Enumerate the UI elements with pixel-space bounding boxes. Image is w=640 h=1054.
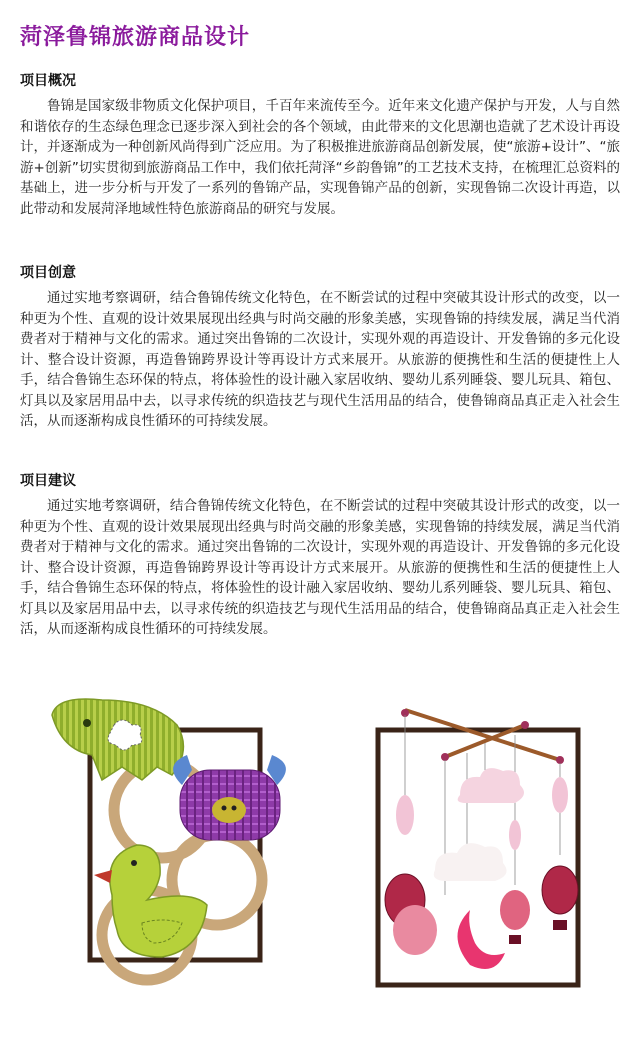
- nostril: [232, 806, 237, 811]
- drop: [396, 795, 414, 835]
- section-body: 通过实地考察调研，结合鲁锦传统文化特色，在不断尝试的过程中突破其设计形式的改变，以一种更为个性、直观的设计效果展现出经典与时尚交融的形象美感，实现鲁锦的持续发展，满足当代消费者对于精神与文化的需求。通过突出鲁锦的二次设计，实现外观的再造设计、开发鲁锦的多元化设计、整合设计资源，再造鲁锦跨界设计等再设计方式来展开。从旅游的便携性和生活的便捷性上人手，结合鲁锦生态环保的特点，将体验性的设计融入家居收纳、婴幼儿系列睡袋、婴儿玩具、箱包、灯具以及家居用品中去，以寻求传统的织造技艺与现代生活用品的结合，使鲁锦商品真正走入社会生活，从而逐渐构成良性循环的可持续发展。: [20, 290, 620, 429]
- duck-toy: [110, 845, 207, 957]
- eye: [83, 719, 91, 727]
- nostril: [222, 806, 227, 811]
- teething-rings-image: [42, 695, 304, 995]
- balloon: [393, 905, 437, 955]
- drop: [552, 777, 568, 813]
- bead: [441, 753, 449, 761]
- balloon: [500, 890, 530, 930]
- mobile-bar: [405, 710, 560, 760]
- bead: [521, 721, 529, 729]
- basket: [509, 935, 521, 944]
- section-heading: 项目概况: [20, 73, 76, 89]
- section-heading: 项目建议: [20, 473, 76, 489]
- baby-mobile-image: [375, 705, 585, 995]
- cloud: [458, 768, 524, 803]
- beak: [94, 870, 112, 883]
- section-body: 鲁锦是国家级非物质文化保护项目，千百年来流传至今。近年来文化遗产保护与开发，人与自然和谐依存的生态绿色理念已逐步深入到社会的各个领域，由此带来的文化思潮也造就了艺术设计再设计，并逐渐成为一种创新风尚得到广泛应用。为了积极推进旅游商品创新发展，使“旅游+设计”、“旅游+创新”切实贯彻到旅游商品工作中，我们依托菏泽“乡韵鲁锦”的工艺技术支持，在梳理汇总资料的基础上，进一步分析与开发了一系列的鲁锦产品，实现鲁锦产品的创新，实现鲁锦二次设计再造，以此带动和发展菏泽地域性特色旅游商品的研究与发展。: [20, 98, 620, 217]
- drop: [509, 820, 521, 850]
- eye: [131, 860, 137, 866]
- section-body: 通过实地考察调研，结合鲁锦传统文化特色，在不断尝试的过程中突破其设计形式的改变，以一种更为个性、直观的设计效果展现出经典与时尚交融的形象美感，实现鲁锦的持续发展，满足当代消费者对于精神与文化的需求。通过突出鲁锦的二次设计，实现外观的再造设计、开发鲁锦的多元化设计、整合设计资源，再造鲁锦跨界设计等再设计方式来展开。从旅游的便携性和生活的便捷性上人手，结合鲁锦生态环保的特点，将体验性的设计融入家居收纳、婴幼儿系列睡袋、婴儿玩具、箱包、灯具以及家居用品中去，以寻求传统的织造技艺与现代生活用品的结合，使鲁锦商品真正走入社会生活，从而逐渐构成良性循环的可持续发展。: [20, 498, 620, 637]
- moon: [458, 910, 506, 969]
- section-suggestion: [20, 470, 620, 640]
- balloon: [542, 866, 578, 914]
- snout: [212, 797, 246, 823]
- section-creative: [20, 262, 620, 432]
- basket: [553, 920, 567, 930]
- page-title: 菏泽鲁锦旅游商品设计: [20, 25, 251, 50]
- bead: [556, 756, 564, 764]
- section-overview: [20, 70, 620, 219]
- section-heading: 项目创意: [20, 265, 76, 281]
